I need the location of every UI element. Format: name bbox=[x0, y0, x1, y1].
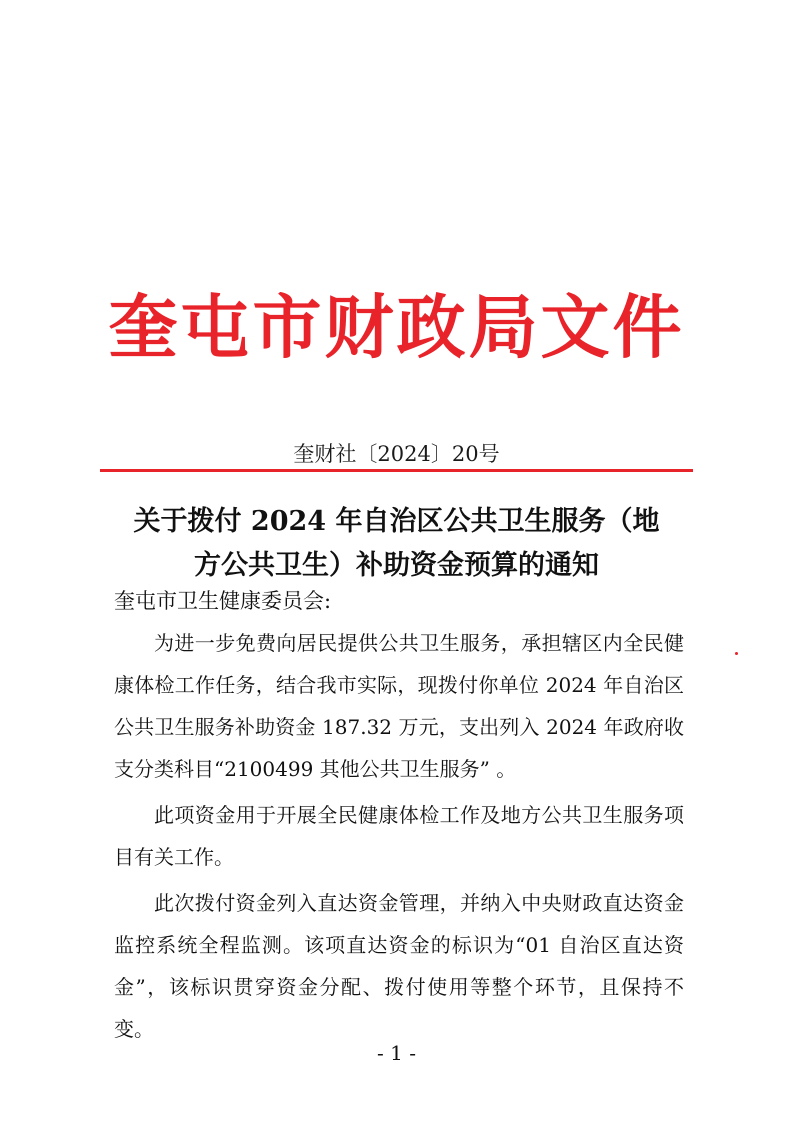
masthead-title: 奎屯市财政局文件 bbox=[108, 287, 685, 368]
document-title-line-1: 关于拨付 2024 年自治区公共卫生服务（地 bbox=[133, 506, 660, 537]
body-text bbox=[114, 622, 684, 1054]
paragraph-3: 此次拨付资金列入直达资金管理，并纳入中央财政直达资金监控系统全程监测。该项直达资金的标识为“01 自治区直达资金”，该标识贯穿资金分配、拨付使用等整个环节，且保持不变。 bbox=[114, 891, 684, 1041]
red-dot-mark bbox=[735, 652, 738, 655]
document-title-line-2: 方公共卫生）补助资金预算的通知 bbox=[194, 550, 599, 581]
page-number: - 1 - bbox=[377, 1041, 416, 1065]
paragraph-1: 为进一步免费向居民提供公共卫生服务，承担辖区内全民健康体检工作任务，结合我市实际，现拨付你单位 2024 年自治区公共卫生服务补助资金 187.32 万元，支出列入 2024 年政府收支分类科目“2100499 其他公共卫生服务” 。 bbox=[114, 631, 684, 781]
document-title bbox=[100, 500, 693, 588]
paragraph-2: 此项资金用于开展全民健康体检工作及地方公共卫生服务项目有关工作。 bbox=[114, 803, 684, 869]
red-divider-line bbox=[100, 469, 693, 472]
addressee: 奎屯市卫生健康委员会: bbox=[114, 589, 332, 613]
document-number: 奎财社〔2024〕20号 bbox=[293, 442, 500, 466]
